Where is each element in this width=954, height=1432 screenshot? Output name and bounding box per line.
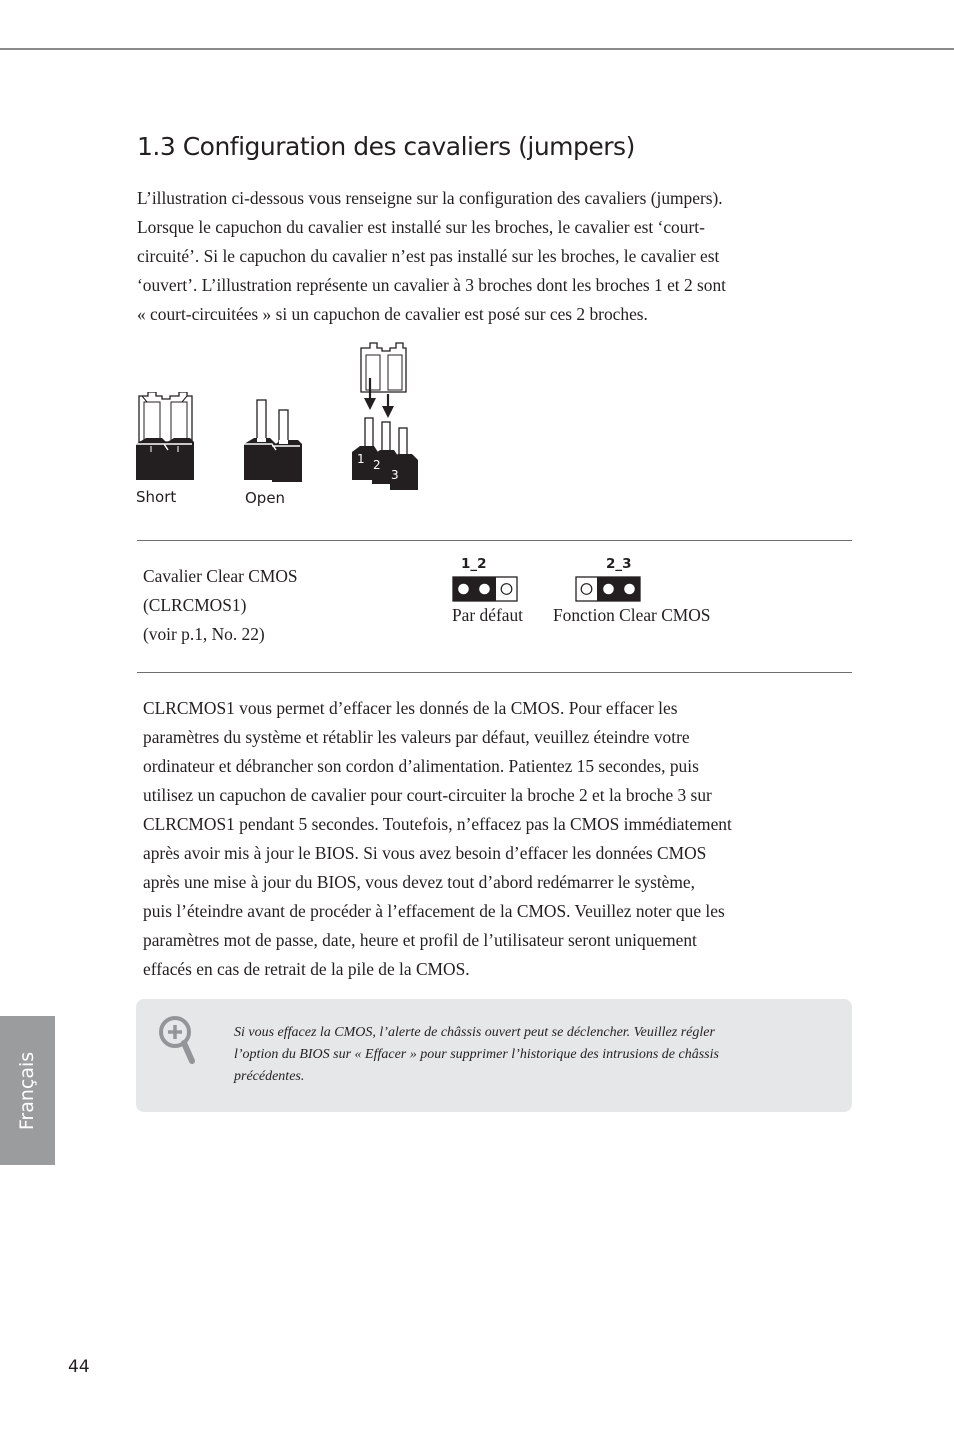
- body-line: après une mise à jour du BIOS, vous devez tout d’abord redémarrer le système,: [143, 872, 695, 892]
- body-line: utilisez un capuchon de cavalier pour court-circuiter la broche 2 et la broche 3 sur: [143, 785, 712, 805]
- default-pins-label: 1_2: [461, 556, 487, 572]
- intro-paragraph: [137, 184, 817, 329]
- jumper-name-cell: [143, 562, 298, 649]
- short-jumper-illustration: [134, 392, 196, 484]
- jumper-name-line: Cavalier Clear CMOS: [143, 566, 298, 586]
- body-line: paramètres du système et rétablir les valeurs par défaut, veuillez éteindre votre: [143, 727, 690, 747]
- note-line: précédentes.: [234, 1069, 305, 1084]
- note-text: [234, 1022, 834, 1088]
- body-line: CLRCMOS1 pendant 5 secondes. Toutefois, n’effacez pas la CMOS immédiatement: [143, 814, 732, 834]
- pin-number-3: 3: [391, 468, 399, 482]
- body-line: CLRCMOS1 vous permet d’effacer les donnés de la CMOS. Pour effacer les: [143, 698, 678, 718]
- clrcmos-description: [143, 694, 823, 984]
- intro-line: « court-circuitées » si un capuchon de cavalier est posé sur ces 2 broches.: [137, 304, 648, 324]
- page-number: 44: [68, 1357, 90, 1377]
- body-line: puis l’éteindre avant de procéder à l’effacement de la CMOS. Veuillez noter que les: [143, 901, 725, 921]
- clear-cmos-jumper-diagram: [575, 576, 641, 602]
- header-rule: [0, 48, 954, 50]
- body-line: ordinateur et débrancher son cordon d’alimentation. Patientez 15 secondes, puis: [143, 756, 699, 776]
- short-caption: Short: [136, 488, 177, 506]
- three-pin-jumper-illustration: [350, 342, 422, 492]
- pin-number-1: 1: [357, 452, 365, 466]
- language-label: Français: [16, 1051, 38, 1131]
- clear-cmos-label: Fonction Clear CMOS: [553, 605, 711, 625]
- note-line: l’option du BIOS sur « Effacer » pour supprimer l’historique des intrusions de châssis: [234, 1047, 719, 1062]
- section-title: 1.3 Configuration des cavaliers (jumpers): [137, 132, 635, 161]
- body-line: paramètres mot de passe, date, heure et profil de l’utilisateur seront uniquement: [143, 930, 697, 950]
- clear-pins-label: 2_3: [606, 556, 632, 572]
- default-jumper-diagram: [452, 576, 518, 602]
- language-side-tab: [0, 1016, 55, 1165]
- open-caption: Open: [245, 489, 286, 507]
- jumper-name-line: (CLRCMOS1): [143, 595, 247, 615]
- pin-number-2: 2: [373, 458, 381, 472]
- magnifier-plus-icon: [158, 1015, 198, 1072]
- note-box: [136, 999, 852, 1112]
- body-line: après avoir mis à jour le BIOS. Si vous avez besoin d’effacer les données CMOS: [143, 843, 707, 863]
- body-line: effacés en cas de retrait de la pile de la CMOS.: [143, 959, 470, 979]
- open-jumper-illustration: [242, 398, 304, 484]
- intro-line: Lorsque le capuchon du cavalier est installé sur les broches, le cavalier est ‘court-: [137, 217, 705, 237]
- intro-line: ‘ouvert’. L’illustration représente un cavalier à 3 broches dont les broches 1 et 2 sont: [137, 275, 727, 295]
- table-top-rule: [137, 540, 852, 541]
- default-label: Par défaut: [452, 605, 523, 625]
- intro-line: L’illustration ci-dessous vous renseigne sur la configuration des cavaliers (jumpers).: [137, 188, 723, 208]
- note-line: Si vous effacez la CMOS, l’alerte de châssis ouvert peut se déclencher. Veuillez régler: [234, 1025, 715, 1040]
- table-bottom-rule: [137, 672, 852, 673]
- intro-line: circuité’. Si le capuchon du cavalier n’est pas installé sur les broches, le cavalier est: [137, 246, 720, 266]
- jumper-name-line: (voir p.1, No. 22): [143, 624, 265, 644]
